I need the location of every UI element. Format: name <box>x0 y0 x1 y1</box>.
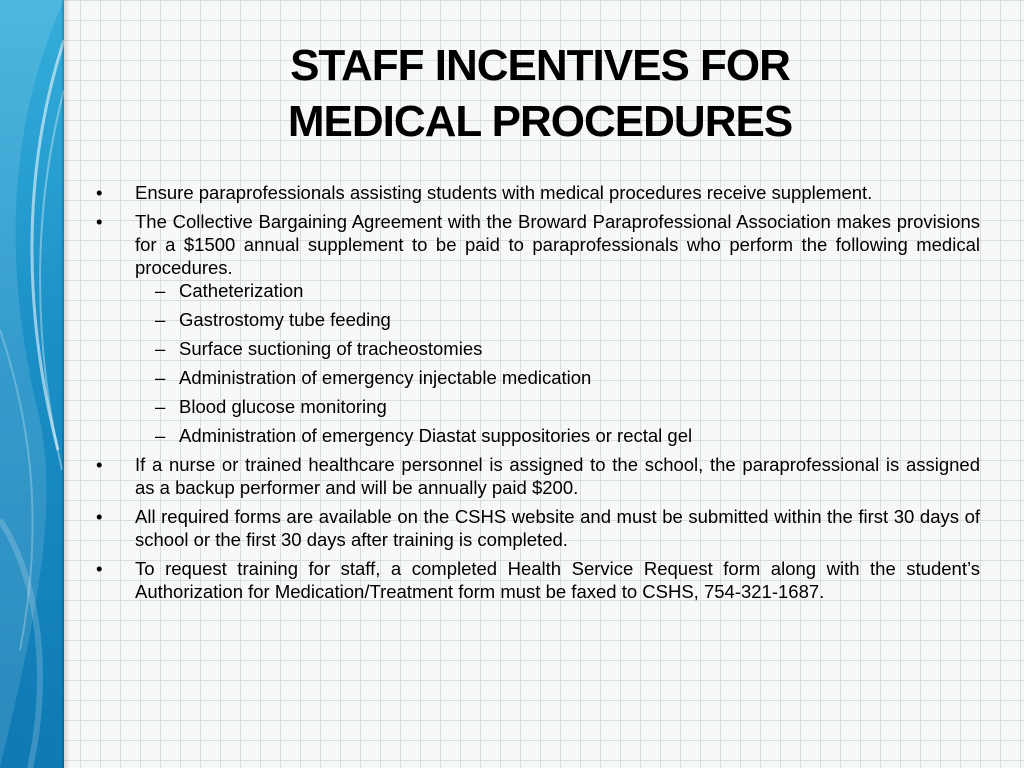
procedure-item <box>135 308 980 331</box>
title-line-1: STAFF INCENTIVES FOR <box>290 41 790 90</box>
bullet-icon: • <box>96 506 103 527</box>
procedure-text: Administration of emergency Diastat suppositories or rectal gel <box>179 425 693 446</box>
procedure-text: Gastrostomy tube feeding <box>179 309 391 330</box>
title-line-2: MEDICAL PROCEDURES <box>287 97 793 146</box>
procedure-text: Surface suctioning of tracheostomies <box>179 338 483 359</box>
procedure-text: Catheterization <box>179 280 304 301</box>
wave-decoration <box>0 0 64 768</box>
bullet-item-agreement <box>96 210 980 447</box>
bullet-icon: • <box>96 182 103 203</box>
procedure-text: Administration of emergency injectable medication <box>179 367 592 388</box>
decorative-side-bar <box>0 0 64 768</box>
slide-content <box>96 181 980 609</box>
bullet-text: If a nurse or trained healthcare personnel is assigned to the school, the paraprofessional is assigned as a backup performer and will be annually paid $200. <box>135 454 980 498</box>
bullet-item-training-request <box>96 557 980 603</box>
procedure-item <box>135 424 980 447</box>
procedure-text: Blood glucose monitoring <box>179 396 387 417</box>
dash-icon: – <box>155 280 166 301</box>
bullet-list <box>96 181 980 603</box>
bullet-text: The Collective Bargaining Agreement with the Broward Paraprofessional Association makes provisions for a $1500 annual supplement to be paid to paraprofessionals who perform the following medical procedures. <box>135 211 980 278</box>
dash-icon: – <box>155 425 166 446</box>
side-bar-shadow <box>62 0 70 768</box>
bullet-text: All required forms are available on the CSHS website and must be submitted within the first 30 days of school or the first 30 days after training is completed. <box>135 506 980 550</box>
dash-icon: – <box>155 367 166 388</box>
dash-icon: – <box>155 309 166 330</box>
bullet-icon: • <box>96 454 103 475</box>
bullet-icon: • <box>96 558 103 579</box>
bullet-text: Ensure paraprofessionals assisting students with medical procedures receive supplement. <box>135 182 873 203</box>
procedure-list <box>135 279 980 447</box>
slide-title <box>140 38 940 150</box>
dash-icon: – <box>155 396 166 417</box>
bullet-text: To request training for staff, a completed Health Service Request form along with the student’s Authorization for Medication/Treatment form must be faxed to CSHS, 754-321-1687. <box>135 558 980 602</box>
procedure-item <box>135 395 980 418</box>
procedure-item <box>135 366 980 389</box>
bullet-icon: • <box>96 211 103 232</box>
procedure-item <box>135 337 980 360</box>
bullet-item-forms <box>96 505 980 551</box>
bullet-item-backup-nurse <box>96 453 980 499</box>
procedure-item <box>135 279 980 302</box>
bullet-item-supplement <box>96 181 980 204</box>
dash-icon: – <box>155 338 166 359</box>
